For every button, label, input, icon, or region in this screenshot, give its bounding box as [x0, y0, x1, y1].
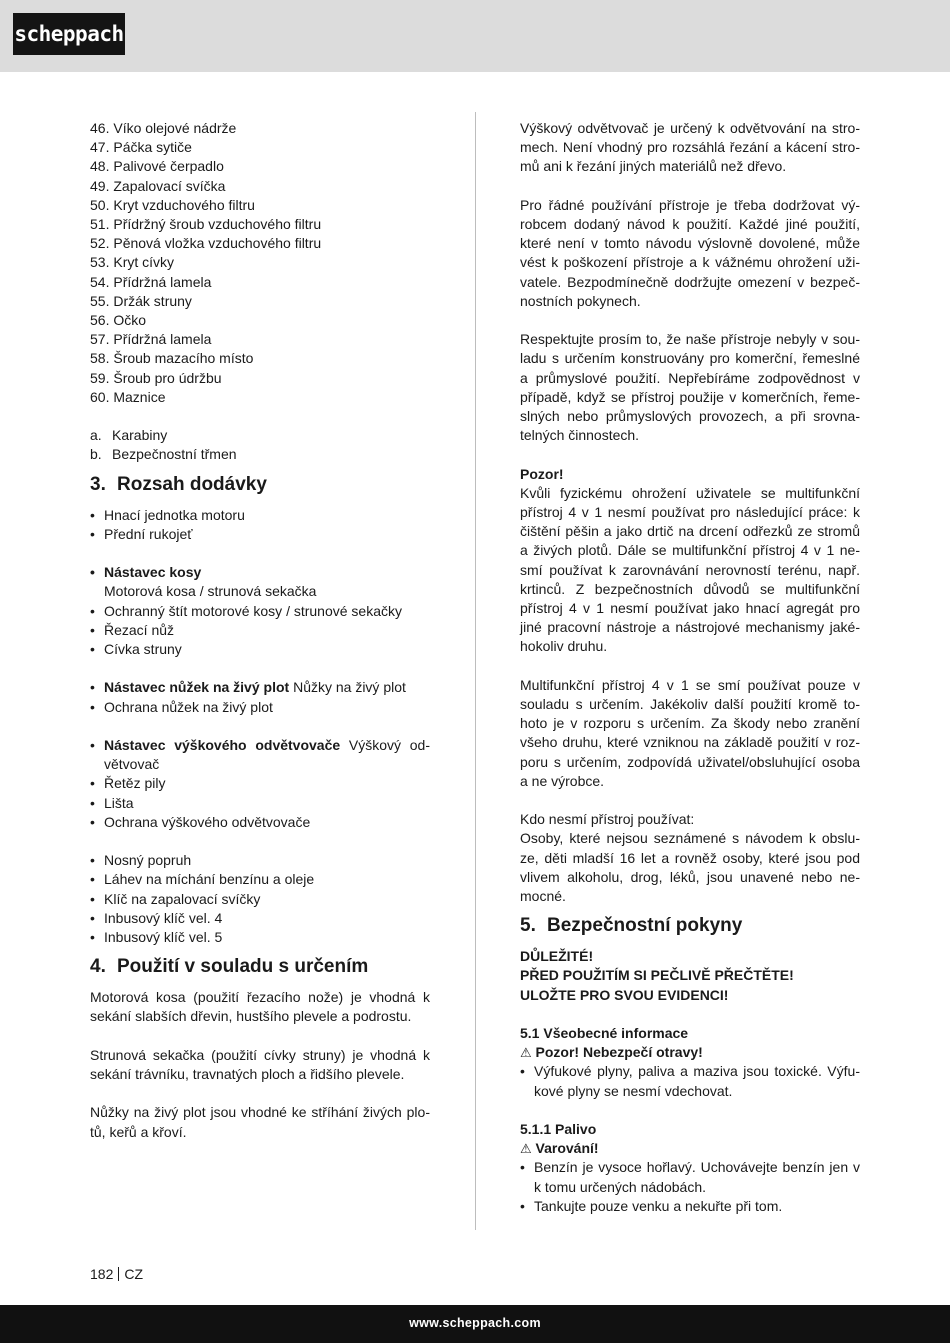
- list-item: [90, 445, 430, 464]
- important-line: DŮLEŽITÉ!: [520, 948, 594, 965]
- section-heading-4: [90, 954, 430, 980]
- bullet-item: [90, 736, 430, 755]
- column-divider: [475, 112, 476, 1230]
- text-line: a živých plotů. Dále se multifunkční přístroj 4 v 1 ne-: [520, 542, 860, 559]
- text-line: všeho druhu, které vzniknou na základě použití v roz-: [520, 734, 860, 751]
- warning-triangle-icon: ⚠: [520, 1141, 532, 1157]
- list-item: 59. Šroub pro údržbu: [90, 369, 222, 386]
- list-item: 53. Kryt cívky: [90, 254, 175, 271]
- list-text: Karabiny: [112, 427, 168, 444]
- text-line: Multifunkční přístroj 4 v 1 se smí používat pouze v: [520, 676, 860, 693]
- bullet-item: • Lišta: [90, 794, 430, 813]
- bullet-bold-part: Nástavec nůžek na živý plot: [104, 679, 290, 696]
- list-text: Bezpečnostní třmen: [112, 446, 237, 463]
- text-line: hoto je v rozporu s určením. Za škody nebo zranění: [520, 715, 860, 732]
- text-line: hokoliv druhu.: [520, 638, 608, 655]
- list-item: 46. Víko olejové nádrže: [90, 120, 237, 136]
- text-line: přístroj 4 v 1 nesmí používat pro následující práce: k: [520, 504, 860, 521]
- text-line: Motorová kosa (použití řezacího nože) je vhodná k: [90, 989, 430, 1006]
- text-line: případě, když se přístroj použije v komerčních, řeme-: [520, 388, 860, 405]
- paragraph: [520, 810, 860, 906]
- list-item: 49. Zapalovací svíčka: [90, 177, 226, 194]
- text-line: ze, děti mladší 16 let a rovněž osoby, které jsou pod: [520, 849, 860, 866]
- text-line: mocné.: [520, 888, 566, 905]
- section-title: Bezpečnostní pokyny: [547, 915, 743, 937]
- warning-triangle-icon: ⚠: [520, 1045, 532, 1061]
- bullet-item: • Výfukové plyny, paliva a maziva jsou toxické. Výfu-: [520, 1062, 860, 1081]
- text-line: smí používat k zarovnávání nerovností terénu, např.: [520, 561, 860, 578]
- text-line: ladu s určením konstruovány pro komerční, řemeslné: [520, 350, 860, 367]
- bullet-item: • Klíč na zapalovací svíčky: [90, 890, 430, 909]
- text-line: které není v tomto návodu výslovně dovolené, může: [520, 235, 860, 252]
- subsection-title: 5.1.1 Palivo: [520, 1121, 597, 1138]
- section-heading-5: [520, 913, 860, 939]
- text-line: vatele. Bezpodmínečně dodržujte omezení v bezpeč-: [520, 273, 860, 290]
- text-line: Kvůli fyzickému ohrožení uživatele se multifunkční: [520, 484, 860, 501]
- text-line: sekání trávníku, travnatých ploch a řidšího plevele.: [90, 1066, 405, 1083]
- bullet-rest: Výškový od-: [340, 737, 430, 754]
- section-number: 4.: [90, 956, 106, 978]
- page-footer: [90, 1265, 143, 1284]
- page-number: 182: [90, 1266, 114, 1282]
- section-title: Rozsah dodávky: [117, 473, 267, 495]
- text-line: čištění pěšin a jako drtič na drcení odřezků ze stromů: [520, 523, 860, 540]
- text-line: Pro řádné používání přístroje je třeba dodržovat vý-: [520, 196, 860, 213]
- list-item: 51. Přídržný šroub vzduchového filtru: [90, 216, 322, 233]
- left-column: [90, 119, 430, 1142]
- paragraph: [90, 1103, 430, 1141]
- bullet-bold-part: Nástavec výškového odvětvovače: [104, 737, 341, 754]
- bullet-item: • Řetěz pily: [90, 774, 430, 793]
- text-line: Nůžky na živý plot jsou vhodné ke stříhání živých plo-: [90, 1104, 430, 1121]
- paragraph: [520, 119, 860, 177]
- paragraph: [520, 196, 860, 311]
- text-line: Strunová sekačka (použití cívky struny) je vhodná k: [90, 1046, 430, 1063]
- paragraph: [520, 676, 860, 791]
- bullet-item: • Cívka struny: [90, 640, 430, 659]
- list-letter: a.: [90, 427, 102, 444]
- list-item: 55. Držák struny: [90, 292, 192, 309]
- list-item: 58. Šroub mazacího místo: [90, 350, 254, 367]
- important-line: ULOŽTE PRO SVOU EVIDENCI!: [520, 986, 729, 1003]
- text-line: slných nebo průmyslových provozech, a při srovna-: [520, 408, 860, 425]
- right-column: [520, 119, 860, 1216]
- text-line: jiné pracovní nástroje a nástrojové mechanismy jaké-: [520, 619, 860, 636]
- bullet-item: • Přední rukojeť: [90, 525, 430, 544]
- list-item: 54. Přídržná lamela: [90, 273, 212, 290]
- text-line: krtinců. Z bezpečnostních důvodů se multifunkční: [520, 580, 860, 597]
- list-item: 60. Maznice: [90, 388, 166, 405]
- paragraph: [520, 484, 860, 657]
- bullet-item: • Řezací nůž: [90, 621, 430, 640]
- bullet-continuation: větvovač: [104, 756, 160, 773]
- warning-text: Pozor! Nebezpečí otravy!: [531, 1044, 703, 1061]
- list-item: 50. Kryt vzduchového filtru: [90, 196, 255, 213]
- list-letter: b.: [90, 446, 102, 463]
- bullet-item: • Hnací jednotka motoru: [90, 506, 430, 525]
- bullet-item: • Nosný popruh: [90, 851, 430, 870]
- text-line: telných činnostech.: [520, 427, 640, 444]
- text-line: tů, keřů a křoví.: [90, 1123, 187, 1140]
- text-line: Osoby, které nejsou seznámené s návodem k obslu-: [520, 830, 860, 847]
- text-line: mů ani k řezání jiných materiálů než dřevo.: [520, 158, 787, 175]
- bullet-item: [90, 678, 430, 697]
- bullet-item: • Ochranný štít motorové kosy / strunové sekačky: [90, 602, 430, 621]
- language-code: CZ: [124, 1266, 144, 1282]
- text-line: Výškový odvětvovač je určený k odvětvování na stro-: [520, 120, 860, 136]
- bullet-item: • Láhev na míchání benzínu a oleje: [90, 870, 430, 889]
- bullet-item: • Ochrana nůžek na živý plot: [90, 698, 430, 717]
- bullet-item: • Tankujte pouze venku a nekuřte při tom.: [520, 1197, 860, 1216]
- important-line: PŘED POUŽITÍM SI PEČLIVĚ PŘEČTĚTE!: [520, 967, 794, 984]
- warning-line: [520, 1139, 860, 1158]
- warning-line: [520, 1043, 860, 1062]
- text-line: vlivem alkoholu, drog, léků, jsou unavené nebo ne-: [520, 868, 860, 885]
- text-line: vést k poškození přístroje a k vážnému ohrožení uži-: [520, 254, 860, 271]
- bullet-continuation: Motorová kosa / strunová sekačka: [104, 583, 317, 600]
- section-heading-3: [90, 472, 430, 498]
- text-line: souladu s určením. Jakékoliv další použití kromě to-: [520, 696, 860, 713]
- bullet-item: • Inbusový klíč vel. 5: [90, 928, 430, 947]
- paragraph: [90, 1046, 430, 1084]
- paragraph: [90, 988, 430, 1026]
- text-line: a průmyslové použití. Nepřebíráme zodpovědnost v: [520, 369, 860, 386]
- list-item: 47. Páčka sytiče: [90, 139, 192, 156]
- alpha-list: [90, 426, 430, 464]
- website-link[interactable]: www.scheppach.com: [409, 1316, 541, 1330]
- list-item: 48. Palivové čerpadlo: [90, 158, 224, 175]
- text-line: Kdo nesmí přístroj používat:: [520, 811, 695, 828]
- text-line: mech. Není vhodný pro rozsáhlá řezání a kácení stro-: [520, 139, 860, 156]
- important-notice: [520, 947, 860, 1005]
- scheppach-logo: scheppach: [13, 13, 125, 55]
- bullet-rest: Nůžky na živý plot: [289, 679, 406, 696]
- warning-text: Varování!: [531, 1140, 599, 1157]
- pozor-label: Pozor!: [520, 465, 564, 482]
- bullet-item: • Benzín je vysoce hořlavý. Uchovávejte benzín jen v: [520, 1158, 860, 1177]
- list-item: 56. Očko: [90, 312, 147, 329]
- list-item: 57. Přídržná lamela: [90, 331, 212, 348]
- section-number: 5.: [520, 915, 536, 937]
- text-line: Respektujte prosím to, že naše přístroje nebyly v sou-: [520, 331, 860, 348]
- text-line: a ne výrobce.: [520, 772, 605, 789]
- bullet-item: • Ochrana výškového odvětvovače: [90, 813, 430, 832]
- bullet-continuation: kové plyny se nesmí vdechovat.: [534, 1082, 733, 1099]
- text-line: robcem dodaný návod k použití. Každé jiné použití,: [520, 216, 860, 232]
- text-line: nostních pokynech.: [520, 292, 641, 309]
- text-line: sekání slabších dřevin, hustšího plevele a podrostu.: [90, 1008, 412, 1025]
- list-item: [90, 426, 430, 445]
- subsection-title: 5.1 Všeobecné informace: [520, 1025, 689, 1042]
- bullet-item-bold: • Nástavec kosy: [90, 563, 430, 582]
- section-number: 3.: [90, 473, 106, 495]
- footer-separator: [118, 1267, 119, 1281]
- paragraph: [520, 330, 860, 445]
- section-title: Použití v souladu s určením: [117, 956, 369, 978]
- text-line: poru s určením, zodpovídá uživatel/obsluhující osoba: [520, 753, 860, 770]
- header-band: [0, 0, 950, 72]
- list-item: 52. Pěnová vložka vzduchového filtru: [90, 235, 322, 252]
- footer-bar: [0, 1305, 950, 1343]
- bullet-item: • Inbusový klíč vel. 4: [90, 909, 430, 928]
- text-line: přístroj 4 v 1 nesmí používat jako hnací agregát pro: [520, 600, 860, 617]
- parts-list: [90, 119, 430, 407]
- bullet-continuation: k tomu určených nádobách.: [534, 1178, 706, 1195]
